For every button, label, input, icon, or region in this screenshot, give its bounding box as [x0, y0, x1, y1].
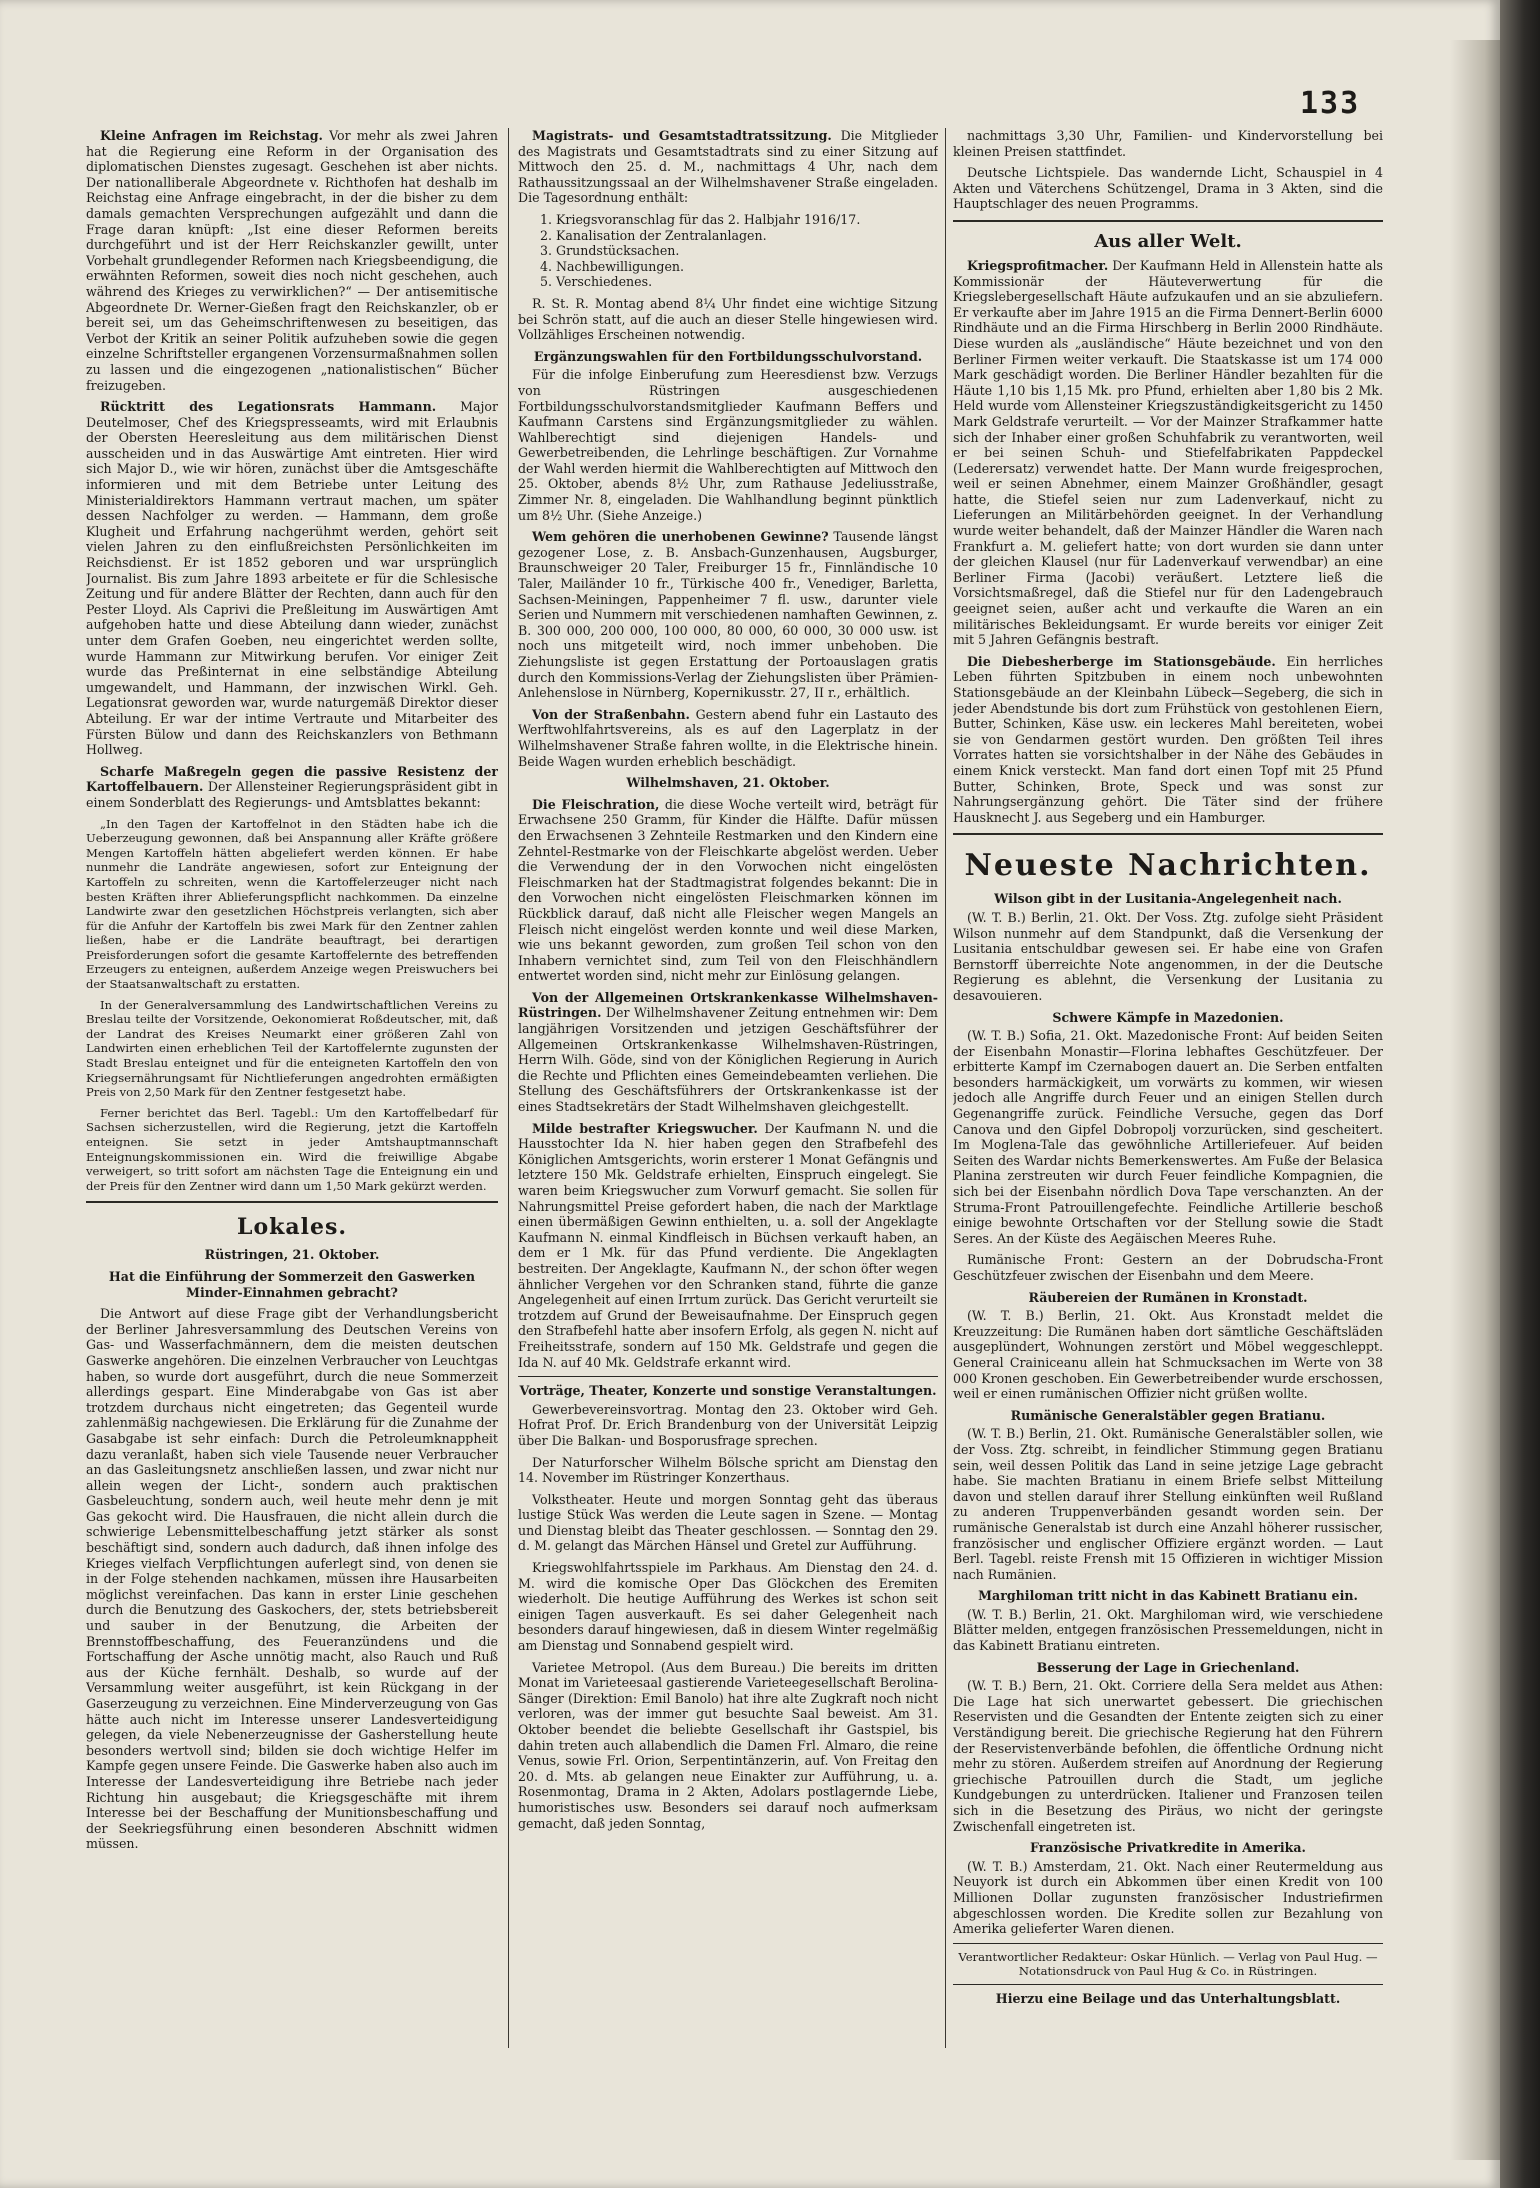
article-body: Volkstheater. Heute und morgen Sonntag geht das überaus lustige Stück Was werden die Leute sagen in Szene. — Montag und Dienstag bleibt das Theater geschlossen. — Sonntag den 29. d. M. gelangt das Märchen Hänsel und Gretel zur Aufführung. — [518, 1491, 938, 1554]
section-divider — [86, 1201, 498, 1203]
book-spine — [1500, 0, 1540, 2188]
article-headline: Ergänzungswahlen für den Fortbildungsschulvorstand. — [533, 348, 923, 364]
article-body: Kriegswohlfahrtsspiele im Parkhaus. Am Dienstag den 24. d. M. wird die komische Oper Das Glöckchen des Eremiten wiederholt. Die heutige Aufführung des Werkes ist schon seit einigen Tagen ausverkauft. Es sei daher Gelegenheit nach besonders darauf hingewiesen, daß in diesem Winter regelmäßig am Dienstag und Sonnabend gespielt wird. — [518, 1560, 938, 1654]
article-body: Für die infolge Einberufung zum Heeresdienst bzw. Verzugs von Rüstringen ausgeschiedenen Fortbildungsschulvorstandsmitglieder Kaufmann Beffers und Kaufmann Carstens sind Ergänzungsmitglieder zu wählen. Wahlberechtigt sind diejenigen Handels- und Gewerbetreibenden, die Lehrlinge beschäftigen. Zur Vornahme der Wahl werden hiermit die Wahlberechtigten auf Mittwoch den 25. Oktober, abends 8½ Uhr, zum Rathause Jedeliusstraße, Zimmer Nr. 8, eingeladen. Die Wahlhandlung beginnt pünktlich um 8½ Uhr. (Siehe Anzeige.) — [518, 367, 938, 523]
section-title-neueste-nachrichten: Neueste Nachrichten. — [964, 848, 1372, 884]
article — [953, 258, 1383, 648]
article — [518, 797, 938, 984]
article — [518, 529, 938, 701]
article-body: (W. T. B.) Berlin, 21. Okt. Der Voss. Ztg. zufolge sieht Präsident Wilson nunmehr auf dem Standpunkt, daß die Versenkung der Lusitania entschuldbar gewesen sei. Er habe eine von Grafen Bernstorff überreichte Note angenommen, in der die Deutsche Regierung es ablehnt, die Versenkung der Lusitania zu desavouieren. — [953, 909, 1383, 1003]
article-body: Der Wilhelmshavener Zeitung entnehmen wir: Dem langjährigen Vorsitzenden und jetzigen Geschäftsführer der Allgemeinen Ortskrankenkasse Wilhelmshaven-Rüstringen, Herrn Wilh. Göde, sind von der Königlichen Regierung in Aurich die Rechte und Pflichten eines Gemeindebeamten verliehen. Die Stellung des Geschäftsführers der Ortskrankenkasse ist der eines Stadtsekretärs der Stadt Wilhelmshaven gleichgestellt. — [518, 1005, 938, 1115]
dateline: Wilhelmshaven, 21. Oktober. — [626, 775, 830, 791]
article-body: Der Naturforscher Wilhelm Bölsche spricht am Dienstag den 14. November im Rüstringer Konzerthaus. — [518, 1454, 938, 1486]
page-number: 133 — [1300, 86, 1361, 121]
column-rule — [945, 128, 946, 2048]
article-headline: Rücktritt des Legationsrats Hammann. — [100, 399, 437, 415]
article-body: (W. T. B.) Sofia, 21. Okt. Mazedonische Front: Auf beiden Seiten der Eisenbahn Monastir—Florina lebhaftes Geschützfeuer. Der erbitterte Kampf im Czernabogen dauert an. Die Serben entfalten besonders harmäckigkeit, um vorwärts zu kommen, wir wiesen jedoch alle Angriffe durch Feuer und an einigen Stellen durch Gegenangriffe zurück. Feindliche Versuche, gegen das Dorf Canova und den Gipfel Dobropolj vorzurücken, sind gescheitert. Im Moglena-Tale das gewöhnliche Artilleriefeuer. Auf beiden Seiten des Wardar nichts Bemerkenswertes. Am Fuße der Belasica Planina zerstreuten wir durch Feuer feindliche Kompagnien, die sich bei der Eisenbahn nördlich Dova Tape verschanzten. An der Struma-Front Patrouillengefechte. Feindliche Artillerie beschoß einige bewohnte Ortschaften vor der Stellung sowie die Stadt Seres. An der Küste des Aegäischen Meeres Ruhe. — [953, 1028, 1383, 1246]
article-headline: Schwere Kämpfe in Mazedonien. — [1052, 1009, 1284, 1025]
article-headline: Milde bestrafter Kriegswucher. — [532, 1120, 758, 1136]
agenda-item: 5. Verschiedenes. — [540, 274, 653, 290]
article-body: Ein herrliches Leben führten Spitzbuben in einem noch unbewohnten Stationsgebäude an der Kleinbahn Lübeck—Segeberg, die sich in jeder Abendstunde bis dort zum Frühstück von gestohlenen Eiern, Butter, Schinken, Käse usw. ein leckeres Mahl bereiteten, wobei sie von Gendarmen gestört wurden. Den größten Teil ihres Vorrates hatten sie vorsichtshalber in der Nähe des Gebäudes in einem Knick versteckt. Man fand dort einen Topf mit 25 Pfund Butter, Schinken, Brote, Speck und was sonst zur Nahrungsergänzung gehört. Die Täter sind der frühere Hausknecht J. aus Segeberg und ein Hamburger. — [953, 653, 1383, 825]
article — [518, 1121, 938, 1371]
agenda-item: 4. Nachbewilligungen. — [540, 258, 685, 274]
article-body: Tausende längst gezogener Lose, z. B. Ansbach-Gunzenhausen, Augsburger, Braunschweiger 20 Taler, Freiburger 15 fr., Finnländische 10 Taler, Mailänder 10 fr., Türkische 400 fr., Venediger, Barletta, Sachsen-Meiningen, Pappenheimer 7 fl. usw., darunter viele Serien und Nummern mit verschiedenen namhaften Gewinnen, z. B. 300 000, 200 000, 100 000, 80 000, 60 000, 30 000 usw. ist noch uns mitgeteilt wird, noch immer unbehoben. Die Ziehungsliste ist gegen Erstattung der Portoauslagen gratis durch den Kommissions-Verlag der Ziehungslisten über Prämien-Anlehenslose in Nürnberg, Kopernikusstr. 27, II r., erhältlich. — [518, 529, 938, 701]
article-headline: Scharfe Maßregeln gegen die passive Resistenz der Kartoffelbauern. — [86, 763, 498, 795]
article — [86, 128, 498, 393]
article-headline: Magistrats- und Gesamtstadtratssitzung. — [532, 128, 832, 143]
article-body: (W. T. B.) Bern, 21. Okt. Corriere della Sera meldet aus Athen: Die Lage hat sich unerwartet gebessert. Die griechischen Reservisten und die Gesandten der Entente zeigten sich zu einer Verständigung bereit. Die griechische Regierung hat den Führern der Reservistenverbände befohlen, die öffentliche Ordnung nicht mehr zu stören. Außerdem streifen auf Anordnung der Regierung griechische Patrouillen durch die Stadt, um jegliche Kundgebungen zu unterdrücken. Italiener und Franzosen teilen sich in die Besetzung des Piräus, wo nicht der geringste Zwischenfall eingetreten ist. — [953, 1678, 1383, 1834]
section-title-lokales: Lokales. — [236, 1214, 348, 1241]
article-body: Gestern abend fuhr ein Lastauto des Werftwohlfahrtsvereins, als es auf den Lagerplatz in der Wilhelmshavener Straße fahren wollte, in die Elektrische hinein. Beide Wagen wurden erheblich beschädigt. — [518, 706, 938, 769]
article-body: Der Allensteiner Regierungspräsident gibt in einem Sonderblatt des Regierungs- und Amtsblattes bekannt: — [86, 779, 498, 810]
article-headline: Besserung der Lage in Griechenland. — [1036, 1659, 1300, 1675]
quote-paragraph: Ferner berichtet das Berl. Tagebl.: Um den Kartoffelbedarf für Sachsen sicherzustellen, wird die Regierung, jetzt die Kartoffeln enteignen. Sie setzt in jeder Amtshauptmannschaft Enteignungskommissionen ein. Wird die freiwillige Abgabe verweigert, so tritt sofort am nächsten Tage die Enteignung ein und der Preis für den Zentner wird dann um 1,50 Mark gekürzt werden. — [86, 1105, 498, 1193]
section-title-vortraege: Vorträge, Theater, Konzerte und sonstige Veranstaltungen. — [519, 1383, 937, 1399]
article-headline: Kriegsprofitmacher. — [967, 257, 1109, 273]
column-1 — [86, 128, 498, 2058]
article-body: (W. T. B.) Berlin, 21. Okt. Rumänische Generalstäbler sollen, wie der Voss. Ztg. schreibt, in feindlicher Stimmung gegen Bratianu sein, weil dessen Politik das Land in seine jetzige Lage gebracht habe. Sie machten Bratianu in einem Briefe selbst Mitteilung davon und stellen darauf ihrer Stellung einkünften weil Rußland zu anderen Truppenverbänden gesandt worden sein. Der rumänische Generalstab ist durch eine Anzahl höherer russischer, französischer und englischer Offiziere ergänzt worden. — Laut Berl. Tagebl. reiste Frensh mit 15 Offizieren in wichtiger Mission nach Rumänien. — [953, 1426, 1383, 1582]
article-headline: Französische Privatkredite in Amerika. — [1030, 1840, 1306, 1856]
quote-paragraph: In der Generalversammlung des Landwirtschaftlichen Vereins zu Breslau teilte der Vorsitzende, Oekonomierat Roßdeutscher, mit, daß der Landrat des Kreises Neumarkt einer größeren Zahl von Landwirten einen erheblichen Teil der Kartoffelernte zugunsten der Stadt Breslau enteignet und für die enteigneten Kartoffeln den von Kriegsernährungsamt für Nichtlieferungen angedrohten ermäßigten Preis von 2,50 Mark für den Zentner festgesetzt habe. — [86, 997, 498, 1100]
agenda-item: 2. Kanalisation der Zentralanlagen. — [540, 227, 767, 243]
column-rule — [508, 128, 509, 2048]
article-headline: Rumänische Generalstäbler gegen Bratianu. — [1010, 1407, 1326, 1423]
article-headline: Marghiloman tritt nicht in das Kabinett Bratianu ein. — [978, 1588, 1358, 1604]
article-body: Die Antwort auf diese Frage gibt der Verhandlungsbericht der Berliner Jahresversammlung des Deutschen Vereins von Gas- und Wasserfachmännern, dem die meisten deutschen Gaswerke angehören. Die einzelnen Verbraucher von Leuchtgas haben, so wurde dort ausgeführt, durch die neue Sommerzeit allerdings gespart. Eine Minderabgabe von Gas ist aber trotzdem durchaus nicht eingetreten; das Gegenteil wurde zahlenmäßig nachgewiesen. Die Erklärung für die Zunahme der Gasabgabe ist sehr einfach: Durch die Petroleumknappheit dazu veranlaßt, haben sich viele Tausende neuer Verbraucher an das Gasleitungsnetz anschließen lassen, und zwar nicht nur allein wegen der Licht-, sondern auch praktischen Gasbeleuchtung, sondern auch, weil heute mehr denn je mit Gas gekocht wird. Die Hausfrauen, die nicht allein durch die schwierige Lebensmittelbeschaffung jetzt stärker als sonst beschäftigt sind, sondern auch dadurch, daß ihnen infolge des Krieges vielfach Verpflichtungen auferlegt sind, von denen sie in der Folge stehenden nachkamen, müssen ihre Hausarbeiten möglichst vereinfachen. Das kann in erster Linie geschehen durch die Benutzung des Gaskochers, der, stets betriebsbereit und sauber in der Benutzung, die Arbeiten der Brennstoffbeschaffung, des Feueranzündens und die Fortschaffung der Asche unnötig macht, also Rauch und Ruß aus der Küche fernhält. Deshalb, so wurde auf der Versammlung weiter ausgeführt, ist kein Rückgang in der Gaserzeugung zu verzeichnen. Eine Minderverzeugung von Gas hätte auch nicht im Interesse unserer Landesverteidigung gelegen, da viele Nebenerzeugnisse der Gasherstellung heute besonders wertvoll sind; bilden sie doch wichtige Helfer im Kampfe gegen unsere Feinde. Die Gaswerke haben also auch im Interesse der Landesverteidigung ihre Betriebe nach jeder Richtung hin ausgebaut; die Kriegsgeschäfte mit ihrem Interesse bei der Beschaffung der Munitionsbeschaffung und der Seekriegsführung einen besonderen Abschnitt widmen müssen. — [86, 1306, 498, 1852]
article — [518, 990, 938, 1115]
article-headline: Die Fleischration, — [532, 796, 660, 812]
column-3 — [953, 128, 1383, 2058]
article-body: Vor mehr als zwei Jahren hat die Regierung eine Reform in der Organisation des diplomatischen Dienstes zugesagt. Geschehen ist aber nichts. Der nationalliberale Abgeordnete v. Richthofen hat deshalb im Reichstag eine Anfrage eingebracht, in der die bisher zu dem damals gemachten Versprechungen aufgezählt und dann die Frage daran knüpft: „Ist eine dieser Reformen bereits durchgeführt und ist der Herr Reichskanzler gewillt, unter Vorbehalt grundlegender Reformen nach Kriegsbeendigung, die erwähnten Reformen, soweit dies noch nicht geschehen, auch während des Krieges zu verwirklichen?“ — Der antisemitische Abgeordnete Dr. Werner-Gießen fragt den Reichskanzler, ob er bereit sei, um das Geheimschriftenwesen zu beseitigen, das Verbot der Kritik an seiner Politik aufzuheben sowie die gegen einzelne Schriftsteller ergangenen Vorzensurmaßnahmen sollen zu lassen und die eingezogenen „nationalistischen“ Bücher freizugeben. — [86, 128, 498, 393]
article — [518, 707, 938, 769]
agenda-item: 1. Kriegsvoranschlag für das 2. Halbjahr 1916/17. — [540, 211, 861, 227]
agenda-list — [540, 212, 938, 290]
section-divider — [518, 1376, 938, 1377]
article-body: Die Mitglieder des Magistrats und Gesamtstadtrats sind zu einer Sitzung auf Mittwoch den 25. d. M., nachmittags 4 Uhr, nach dem Rathaussitzungssaal an der Wilhelmshavener Straße eingeladen. Die Tagesordnung enthält: — [518, 128, 938, 206]
article-body: Major Deutelmoser, Chef des Kriegspresseamts, wird mit Erlaubnis der Obersten Heeresleitung aus dem militärischen Dienst ausscheiden und in das Auswärtige Amt eintreten. Hier wird sich Major D., wie wir hören, zunächst über die Amtsgeschäfte informieren und mit dem Betriebe unter Leitung des Ministerialdirektors Hammann vertraut machen, um später dessen Nachfolger zu werden. — Hammann, dem große Klugheit und Erfahrung nachgerühmt werden, gehört seit vielen Jahren zu den einflußreichsten Persönlichkeiten im Reichsdienst. Er ist 1852 geboren und war ursprünglich Journalist. Bis zum Jahre 1893 arbeitete er für die Schlesische Zeitung und für andere Blätter der Rechten, dann auch für den Pester Lloyd. Als Caprivi die Preßleitung im Auswärtigen Amt aufgehoben hatte und diese Abteilung dann wieder, zunächst unter dem Grafen Goeben, neu eingerichtet werden sollte, wurde Hammann zur Mitwirkung berufen. Vor einiger Zeit wurde das Preßinternat in eine selbständige Abteilung umgewandelt, und Hammann, der inzwischen Wirkl. Geh. Legationsrat geworden war, wurde naturgemäß Direktor dieser Abteilung. Er war der intime Vertraute und Mitarbeiter des Fürsten Bülow und dann des Reichskanzlers von Bethmann Hollweg. — [86, 399, 498, 758]
article-body: nachmittags 3,30 Uhr, Familien- und Kindervorstellung bei kleinen Preisen stattfindet. — [953, 128, 1383, 159]
section-divider — [953, 1943, 1383, 1944]
imprint: Verantwortlicher Redakteur: Oskar Hünlich. — Verlag von Paul Hug. — Notationsdruck von Paul Hug & Co. in Rüstringen. — [958, 1949, 1378, 1978]
article-body: Rumänische Front: Gestern an der Dobrudscha-Front Geschützfeuer zwischen der Eisenbahn und dem Meere. — [953, 1252, 1383, 1283]
section-title-aus-aller-welt: Aus aller Welt. — [1094, 230, 1242, 252]
article-body: Der Kaufmann Held in Allenstein hatte als Kommissionär der Häuteverwertung für die Kriegslebergesellschaft Häute aufzukaufen und an sie abzuliefern. Er verkaufte aber im Jahre 1915 an die Firma Dennert-Berlin 6000 Rindhäute und an die Firma Hirschberg in Berlin 2000 Rindhäute. Diese wurden als „ausländische“ Häute bezeichnet und von den Berliner Firmen weiter verkauft. Die Staatskasse ist um 174 000 Mark geschädigt worden. Die Berliner Händler bezahlten für die Häute 1,10 bis 1,15 Mk. pro Pfund, erhielten aber 1,80 bis 2 Mk. Held wurde vom Allensteiner Kriegszuständigkeitsgericht zu 1450 Mark Geldstrafe verurteilt. — Vor der Mainzer Strafkammer hatte sich der Inhaber einer großen Schuhfabrik zu verantworten, weil er bei seinen Schuh- und Stiefelfabrikaten Pappdeckel (Lederersatz) verwendet hatte. Der Mann wurde freigesprochen, weil er seinen Abnehmer, einem Mainzer Großhändler, gesagt hatte, die Stiefel seien nur zum Ladenverkauf, nicht zu Lieferungen an Militärbehörden geeignet. In der Verhandlung wurde weiter behandelt, daß der Mainzer Händler die Waren nach Frankfurt a. M. geliefert hatte; von dort wurden sie dann unter der gleichen Klausel (nur für Ladenverkauf verwendbar) an eine Berliner Firma (Jacobi) veräußert. Letztere ließ die Vorsichtsmaßregel, daß die Stiefel nur für den Ladengebrauch geeignet seien, außer acht und verkaufte die Waren an ein militärisches Bekleidungsamt. Er wurde bereits vor einiger Zeit mit 5 Jahren Gefängnis bestraft. — [953, 257, 1383, 648]
article-body: Varietee Metropol. (Aus dem Bureau.) Die bereits im dritten Monat im Varieteesaal gastierende Varieteegesellschaft Berolina-Sänger (Direktion: Emil Banolo) hat ihre alte Zugkraft noch nicht verloren, was der immer gut besuchte Saal beweist. Am 31. Oktober beendet die beliebte Gesellschaft ihr Gastspiel, bis dahin treten auch allabendlich die Damen Frl. Almaro, die reine Venus, sowie Frl. Orion, Serpentintänzerin, auf. Von Freitag den 20. d. Mts. ab gelangen neue Einakter zur Aufführung, u. a. Rosenmontag, Drama in 2 Akten, Adolars postlagernde Liebe, humoristisches usw. Besonders sei darauf noch aufmerksam gemacht, daß jeden Sonntag, — [518, 1659, 938, 1831]
page-edge — [1450, 40, 1500, 2160]
supplement-note: Hierzu eine Beilage und das Unterhaltungsblatt. — [995, 1991, 1341, 2007]
article-body: Der Kaufmann N. und die Hausstochter Ida N. hier haben gegen den Strafbefehl des Königlichen Amtsgerichts, worin ersterer 1 Monat Gefängnis und letztere 150 Mk. Geldstrafe erhielten, Einspruch eingelegt. Sie waren beim Kriegswucher zum Vorwurf gemacht. Sie sollen für Nahrungsmittel Preise gefordert haben, die nach der Marktlage einen übermäßigen Gewinn enthielten, u. a. soll der Angeklagte Kaufmann N. einmal Kindfleisch in Büchsen verkauft haben, an dem er 1 Mk. für das Pfund verdiente. Die Angeklagten bestreiten. Der Angeklagte, Kaufmann N., der schon öfter wegen ähnlicher Vergehen vor den Schranken stand, führte die ganze Angelegenheit auf einen Irrtum zurück. Das Gericht verurteilt sie trotzdem auf Grund der Beweisaufnahme. Der Einspruch gegen den Strafbefehl hatte aber insofern Erfolg, als gegen N. nicht auf Freiheitsstrafe, sondern auf 150 Mk. Geldstrafe und gegen die Ida N. auf 40 Mk. Geldstrafe erkannt wird. — [518, 1120, 938, 1370]
article-body: die diese Woche verteilt wird, beträgt für Erwachsene 250 Gramm, für Kinder die Hälfte. Dafür müssen den Erwachsenen 3 Zehnteile Restmarken und den Kindern eine Zehntel-Restmarke von der Fleischkarte abgelöst werden. Ueber die Verwendung der in den Vorwochen nicht eingelösten Fleischmarken hat der Stadtmagistrat folgendes bekannt: Die in den Vorwochen nicht eingelösten Fleischmarken können im Rückblick darauf, daß nicht alle Fleischer wegen Mangels an Fleisch nicht eingelöst werden konnte und weil diese Marken, wie uns bekannt geworden, zum großen Teil schon von den Inhabern vernichtet sind, zum Teil von den Fleischhändlern entwertet worden sind, nicht mehr zur Einlösung gelangen. — [518, 796, 938, 984]
agenda-item: 3. Grundstücksachen. — [540, 243, 680, 259]
section-divider — [953, 220, 1383, 222]
article — [86, 764, 498, 811]
section-divider — [953, 833, 1383, 835]
article-body: (W. T. B.) Berlin, 21. Okt. Aus Kronstadt meldet die Kreuzzeitung: Die Rumänen haben dort sämtliche Geschäftsläden ausgeplündert, Wohnungen zerstört und Möbel weggeschleppt. General Crainiceanu allein hat Schmucksachen im Werte von 38 000 Kronen geschoben. Ein Gewerbetreibender wurde erschossen, weil er einen rumänischen Offizier nicht grüßen wollte. — [953, 1308, 1383, 1402]
article-body: (W. T. B.) Amsterdam, 21. Okt. Nach einer Reutermeldung aus Neuyork ist durch ein Abkommen über einen Kredit von 100 Millionen Dollar zugunsten französischer Industriefirmen abgeschlossen worden. Die Kredite sollen zur Bezahlung von Amerika gelieferter Waren dienen. — [953, 1858, 1383, 1937]
column-2 — [518, 128, 938, 2058]
article-headline: Die Diebesherberge im Stationsgebäude. — [967, 653, 1276, 669]
dateline: Rüstringen, 21. Oktober. — [204, 1247, 380, 1263]
article-body: Deutsche Lichtspiele. Das wandernde Licht, Schauspiel in 4 Akten und Väterchens Schützengel, Drama in 3 Akten, sind die Hauptschlager des neuen Programms. — [953, 165, 1383, 212]
article-headline: Hat die Einführung der Sommerzeit den Gaswerken Minder-Einnahmen gebracht? — [108, 1268, 476, 1300]
article-headline: Von der Allgemeinen Ortskrankenkasse Wilhelmshaven-Rüstringen. — [518, 989, 938, 1021]
article-headline: Von der Straßenbahn. — [532, 706, 690, 722]
article — [953, 654, 1383, 826]
article-headline: Wilson gibt in der Lusitania-Angelegenheit nach. — [994, 891, 1342, 907]
article — [86, 399, 498, 758]
section-divider — [953, 1984, 1383, 1985]
article-body: R. St. R. Montag abend 8¼ Uhr findet eine wichtige Sitzung bei Schrön statt, auf die auch an dieser Stelle hingewiesen wird. Vollzähliges Erscheinen notwendig. — [518, 295, 938, 343]
article-headline: Wem gehören die unerhobenen Gewinne? — [532, 529, 829, 545]
article — [518, 128, 938, 206]
quote-paragraph: „In den Tagen der Kartoffelnot in den Städten habe ich die Ueberzeugung gewonnen, daß bei Anspannung aller Kräfte größere Mengen Kartoffeln hätten abgeliefert werden können. Er habe nunmehr die Landräte angewiesen, sofort zur Enteignung der Kartoffeln zu schreiten, wenn die Kartoffelerzeuger nicht nach besten Kräften ihrer Ablieferungspflicht nachkommen. Da einzelne Landwirte zwar den gesetzlichen Höchstpreis verlangten, sich aber für die Anfuhr der Kartoffeln bis zwei Mark für den Zentner zahlen ließen, habe er die Landräte beauftragt, bei derartigen Preisforderungen sofort die gesamte Kartoffelernte des betreffenden Erzeugers zu enteignen, außerdem Anzeige wegen Preiswuchers bei der Staatsanwaltschaft zu erstatten. — [86, 816, 498, 992]
article-body: (W. T. B.) Berlin, 21. Okt. Marghiloman wird, wie verschiedene Blätter melden, entgegen französischen Pressemeldungen, nicht in das Kabinett Bratianu eintreten. — [953, 1606, 1383, 1654]
article-headline: Räubereien der Rumänen in Kronstadt. — [1028, 1289, 1308, 1305]
article-headline: Kleine Anfragen im Reichstag. — [100, 128, 323, 143]
article-body: Gewerbevereinsvortrag. Montag den 23. Oktober wird Geh. Hofrat Prof. Dr. Erich Brandenburg von der Universität Leipzig über Die Balkan- und Bosporusfrage sprechen. — [518, 1401, 938, 1448]
